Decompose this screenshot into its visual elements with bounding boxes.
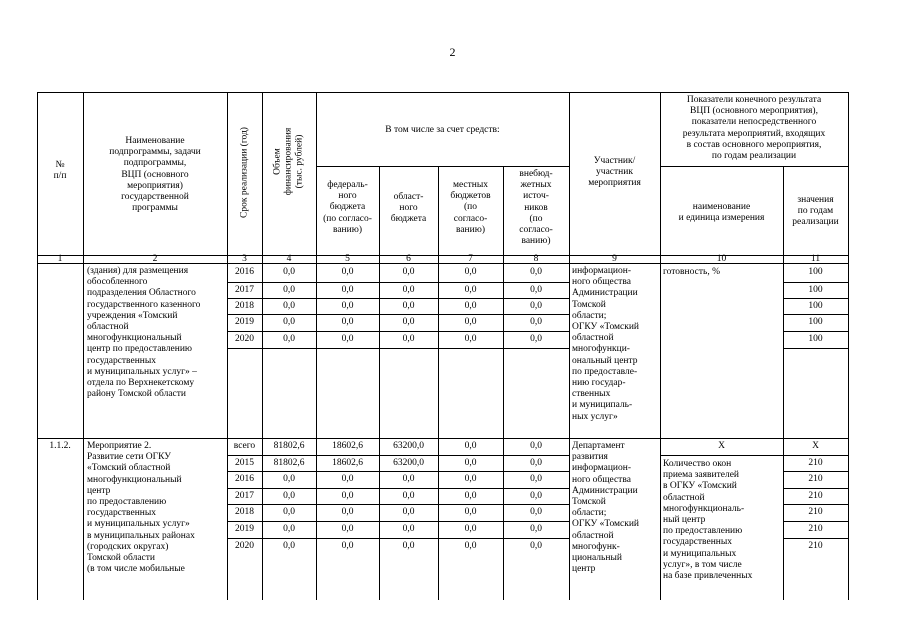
year-cell: 2016 [235,267,254,277]
block2-participant: Департамент [572,441,625,451]
block2-indicator: по предоставлению [663,526,743,537]
indicator-value-cell: 100 [808,301,823,311]
block1-name: отдела по Верхнекетскому [87,378,195,388]
volume-header [273,112,306,212]
name-header: программы [132,203,178,214]
local-cell: 0,0 [464,334,477,344]
block2-name: Развитие сети ОГКУ [87,452,172,463]
year-cell: 2018 [235,507,254,517]
year-cell: 2020 [235,334,254,344]
indicators-header: результата мероприятий, входящих [682,128,826,139]
local-cell: 0,0 [464,267,477,277]
column-number: 11 [810,254,821,264]
year-cell: 2018 [235,301,254,311]
volume-cell: 0,0 [283,317,295,327]
regional-header: ного [399,203,418,214]
block1-name: району Томской области [87,389,186,400]
block2-participant: областной [572,530,614,541]
offbudget-cell: 0,0 [530,441,542,451]
row-line [227,331,569,332]
block1-name: государственного казенного [87,299,201,310]
year-cell: 2020 [235,541,254,551]
block-separator-line [37,438,849,439]
regional-header: бюджета [390,214,427,225]
year-cell: 2019 [235,317,254,327]
block2-indicator: ный центр [663,515,706,525]
local-header: согласо- [453,213,488,224]
volume-cell: 0,0 [283,334,295,344]
row-line [783,348,848,349]
indicator-value-cell: 210 [808,458,823,468]
block2-indicator: Количество окон [663,459,732,469]
indicator-value-cell: 210 [808,491,823,501]
block1-indicator: готовность, % [663,267,720,277]
offbudget-cell: 0,0 [530,541,542,551]
volume-cell: 0,0 [283,541,295,551]
block2-name: «Томский областной [87,463,171,474]
federal-cell: 0,0 [341,507,354,517]
row-line [783,504,848,505]
local-cell: 0,0 [464,474,477,484]
block2-name: Мероприятие 2. [87,441,152,451]
block2-indicator: на базе привлеченных [663,571,753,581]
offbudget-cell: 0,0 [530,301,542,311]
regional-cell: 0,0 [402,285,415,295]
federal-cell: 0,0 [341,524,354,534]
offbudget-cell: 0,0 [530,491,542,501]
offbudget-cell: 0,0 [530,458,542,468]
indicator-value-cell: 100 [808,285,823,295]
local-header: бюджетов [450,191,491,202]
column-number: 4 [286,254,292,264]
column-number: 5 [345,254,350,264]
regional-cell: 0,0 [402,267,415,277]
row-line [227,348,569,349]
block2-indicator: государственных [663,537,733,548]
indicators-header: Показатели конечного результата [686,95,822,105]
participant-header: Участник/ [593,156,636,166]
block2-participant: Томской [572,497,606,507]
local-cell: 0,0 [464,524,477,534]
offbudget-header: ников [524,202,548,213]
year-cell: 2016 [235,474,254,484]
local-cell: 0,0 [464,491,477,501]
federal-cell: 0,0 [341,334,354,344]
row-line [783,331,848,332]
federal-cell: 18602,6 [332,441,363,451]
row-line [227,282,569,283]
block2-indicator: в ОГКУ «Томский [663,481,737,492]
block1-name: обособленного [87,277,148,288]
indicator-value-cell: 210 [808,474,823,484]
regional-cell: 63200,0 [393,441,424,451]
offbudget-header: согласо- [519,225,553,235]
indicators-header: ВЦП (основного мероприятия), [690,106,818,117]
federal-cell: 0,0 [341,301,354,311]
block2-name: центр [87,485,111,496]
block2-participant: Администрации [572,485,638,496]
federal-cell: 0,0 [341,474,354,484]
block2-participant: центр [572,564,596,575]
regional-cell: 0,0 [402,474,415,484]
block1-name: государственных [87,355,157,366]
block2-indicator: и муниципальных [663,548,737,559]
ind-name-header: наименование [692,202,751,212]
offbudget-cell: 0,0 [530,317,542,327]
participant-header: мероприятия [588,178,641,189]
volume-cell: 81802,6 [273,441,305,451]
column-number: 2 [152,254,158,264]
column-number: 1 [57,254,63,264]
column-line [848,92,849,600]
local-header: (по [464,202,477,213]
volume-cell: 0,0 [283,285,295,295]
federal-cell: 0,0 [341,541,354,551]
indicator-split-line [660,166,848,167]
block2-name: многофункциональный [87,474,182,485]
volume-cell: 0,0 [283,301,295,311]
block1-participant: Администрации [572,288,638,299]
block1-name: (здания) для размещения [87,266,189,276]
federal-header: бюджета [329,202,366,213]
num-header: № [55,160,65,170]
indicator-total-line [660,455,783,456]
block1-participant: области; [572,310,607,321]
name-header: государственной [121,192,189,202]
volume-cell: 0,0 [283,524,295,534]
ind-values-header: реализации [792,217,839,228]
volume-header-line: финансирования [283,127,294,196]
offbudget-cell: 0,0 [530,524,542,534]
regional-header: област- [393,192,424,202]
ind-name-header: и единица измерения [678,213,765,224]
block1-participant: ных услуг» [572,411,618,422]
local-cell: 0,0 [464,507,477,517]
block2-indicator: приема заявителей [663,470,739,481]
indicators-header: в состав основного мероприятия, [686,139,822,150]
offbudget-cell: 0,0 [530,507,542,517]
regional-cell: 0,0 [402,317,415,327]
page-number: 2 [449,45,456,59]
row-line [783,521,848,522]
block1-participant: многофункци- [572,344,630,355]
row-line [783,455,848,456]
federal-header: ванию) [332,224,362,235]
header-split-line [316,166,569,167]
block2-name: Томской области [87,553,155,563]
block2-name: (городских округах) [87,541,169,552]
block1-name: областной [87,322,129,332]
year-cell: всего [233,441,256,451]
block1-participant: областной [572,333,614,344]
local-cell: 0,0 [464,441,477,451]
offbudget-header: (по [529,213,543,224]
federal-cell: 0,0 [341,491,354,501]
year-cell: 2019 [235,524,254,534]
regional-cell: 63200,0 [393,458,424,468]
year-cell: 2015 [235,458,254,468]
offbudget-header: источ- [523,191,549,202]
row-line [227,455,569,456]
block2-participant: области; [572,508,607,519]
column-number: 10 [716,254,727,264]
block2-participant: ОГКУ «Томский [572,519,640,530]
row-line [227,298,569,299]
num-header: п/п [53,171,67,182]
block2-indicator: услуг», в том числе [663,559,742,570]
federal-header: федераль- [327,180,368,190]
federal-header: ного [338,191,357,202]
block2-indicator: многофункциональ- [663,503,745,514]
volume-cell: 81802,6 [273,458,305,468]
block1-participant: ОГКУ «Томский [572,322,640,332]
block1-participant: ственных [572,389,611,400]
table-top-border [37,92,849,93]
row-line [227,521,569,522]
volume-header-line: (тыс. рублей) [294,134,305,189]
block1-name: учреждения «Томский [87,310,178,321]
row-line [783,488,848,489]
indicator-value-cell: 100 [808,317,823,327]
row-line [227,471,569,472]
federal-cell: 0,0 [341,317,354,327]
ind-values-header: значения [797,195,834,205]
block1-name: центр по предоставлению [87,344,193,355]
offbudget-header: жетных [520,180,552,191]
indicator-value-cell: 210 [808,524,823,534]
indicators-header: по годам реализации [711,151,797,161]
column-line [660,92,661,600]
volume-header-line: Объем [272,148,283,175]
block1-participant: Томской [572,299,606,310]
column-number: 9 [612,254,617,264]
indicator-value-cell: 210 [808,507,823,517]
ind-values-header: по годам [797,206,834,217]
regional-cell: 0,0 [402,301,415,311]
block2-participant: развития [572,452,608,463]
block2-participant: многофунк- [572,541,620,552]
including-header: В том числе за счет средств: [385,125,500,135]
local-cell: 0,0 [464,285,477,295]
participant-header: участник [596,167,633,178]
offbudget-cell: 0,0 [530,474,542,484]
local-cell: 0,0 [464,458,477,468]
federal-cell: 18602,6 [332,458,363,468]
indicator-value-cell: Х [812,441,819,451]
indicator-value-cell: 100 [808,334,823,344]
year-cell: 2017 [235,285,254,295]
block1-name: многофункциональный [87,333,182,344]
block2-name: (в том числе мобильные [87,564,185,575]
block2-name: по предоставлению [87,497,167,507]
block2-name: государственных [87,508,157,519]
federal-header: (по согласо- [323,213,372,224]
row-line [227,504,569,505]
indicator-value-cell: 210 [808,541,823,551]
offbudget-cell: 0,0 [530,285,542,295]
block1-name: и муниципальных услуг» – [87,366,197,377]
block2-participant: циональный [572,553,622,563]
block1-participant: и муниципаль- [572,400,633,411]
period-header: Срок реализации (год) [239,127,249,218]
row-line [783,282,848,283]
local-header: местных [452,180,489,190]
offbudget-cell: 0,0 [530,267,542,277]
offbudget-header: ванию) [521,236,551,247]
block1-participant: по предоставле- [572,366,638,377]
block2-name: и муниципальных услуг» [87,519,190,530]
column-number: 3 [242,254,247,264]
block2-participant: ного общества [572,474,631,485]
column-number: 6 [406,254,411,264]
column-number: 7 [468,254,473,264]
name-header: подпрограммы, [123,158,187,169]
volume-cell: 0,0 [283,507,295,517]
row-line [783,298,848,299]
regional-cell: 0,0 [402,541,415,551]
block2-name: в муниципальных районах [87,530,195,541]
volume-cell: 0,0 [283,474,295,484]
local-cell: 0,0 [464,317,477,327]
name-header: подпрограммы, задачи [109,147,201,158]
local-cell: 0,0 [464,541,477,551]
row-line [227,538,569,539]
block2-num: 1.1.2. [49,441,71,451]
indicators-header: показатели непосредственного [691,117,817,128]
block1-participant: ональный центр [572,355,638,366]
name-header: ВЦП (основного [121,169,189,180]
offbudget-cell: 0,0 [530,334,542,344]
offbudget-header: внебюд- [519,169,553,179]
year-cell: 2017 [235,491,254,501]
block1-name: подразделения Областного [87,288,196,299]
block1-participant: нию государ- [572,378,626,388]
row-line [783,538,848,539]
local-header: ванию) [455,224,485,235]
block2-indicator: областной [663,492,705,503]
regional-cell: 0,0 [402,491,415,501]
row-line [227,488,569,489]
regional-cell: 0,0 [402,334,415,344]
federal-cell: 0,0 [341,267,354,277]
regional-cell: 0,0 [402,507,415,517]
local-cell: 0,0 [464,301,477,311]
row-line [227,314,569,315]
volume-cell: 0,0 [283,267,295,277]
federal-cell: 0,0 [341,285,354,295]
row-line [783,314,848,315]
regional-cell: 0,0 [402,524,415,534]
row-line [783,471,848,472]
indicator-value-cell: 100 [808,267,823,277]
name-header: Наименование [125,136,185,146]
block1-participant: ного общества [572,277,631,288]
block2-indicator-total: Х [718,441,725,451]
name-header: мероприятия) [127,180,183,191]
volume-cell: 0,0 [283,491,295,501]
block1-participant: информацион- [572,266,632,276]
column-number: 8 [533,254,539,264]
block2-participant: информацион- [572,463,632,474]
